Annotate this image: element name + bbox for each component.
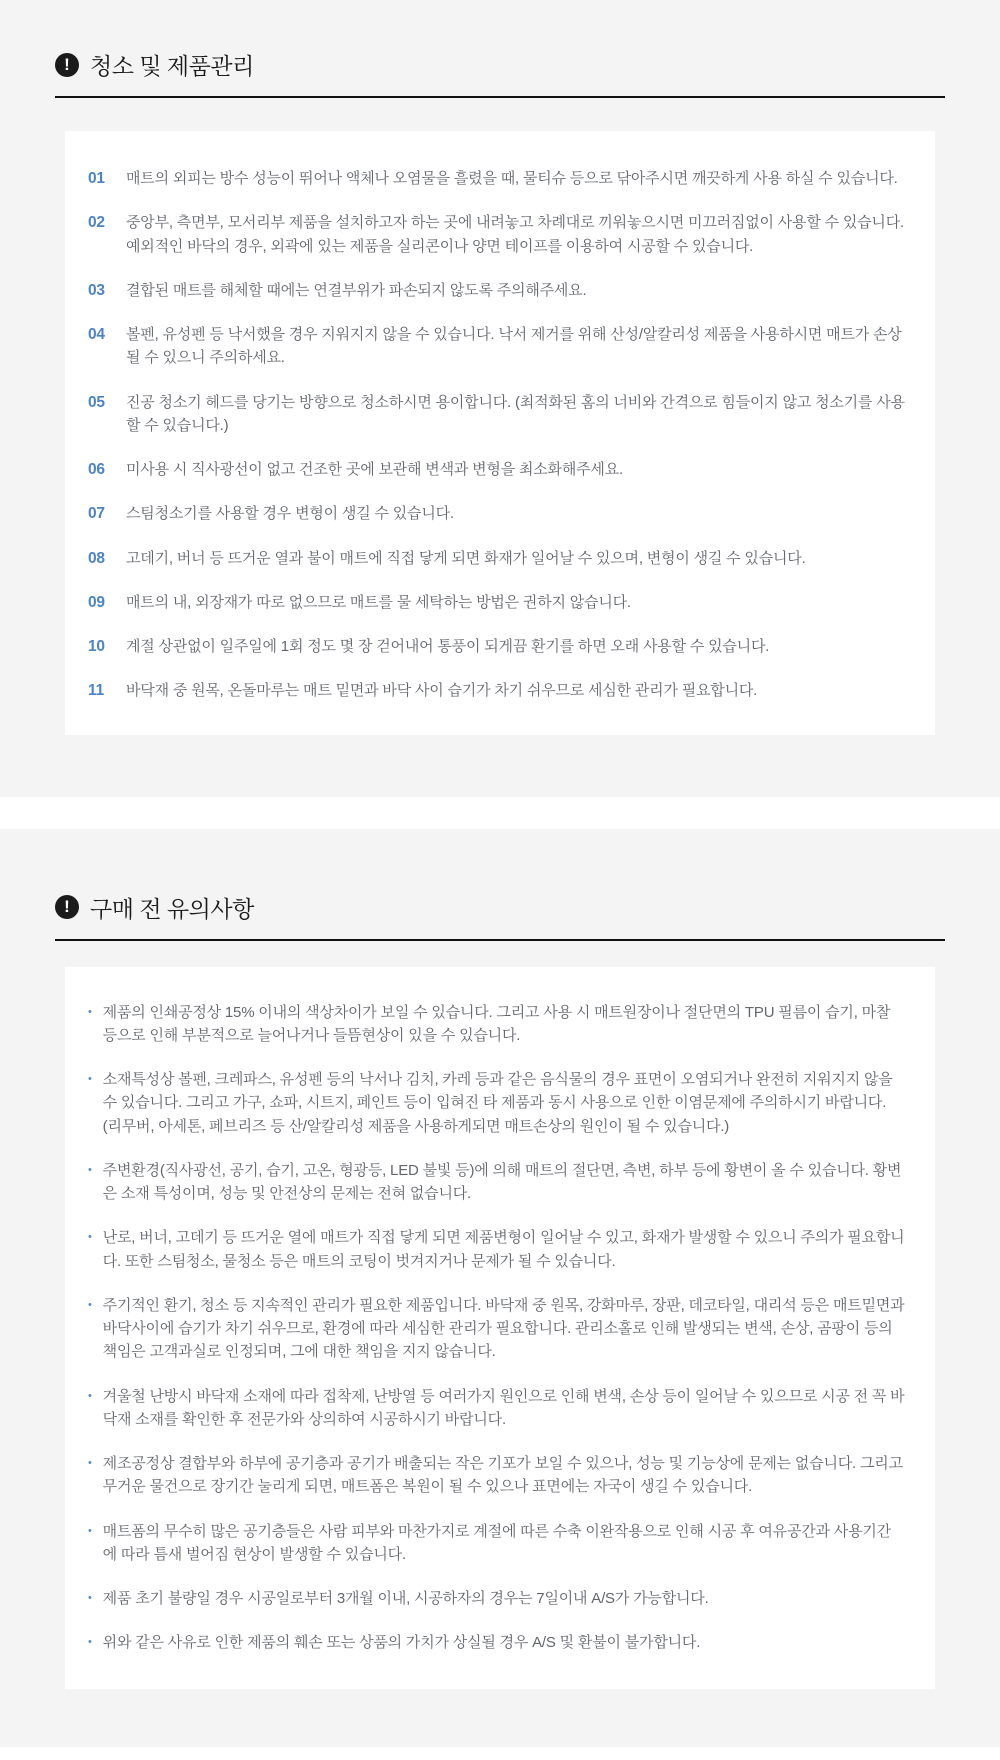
purchase-note-item bbox=[88, 1294, 905, 1364]
item-text: 매트의 외피는 방수 성능이 뛰어나 액체나 오염물을 흘렸을 때, 물티슈 등으로 닦아주시면 깨끗하게 사용 하실 수 있습니다. bbox=[126, 170, 898, 187]
item-number: 07 bbox=[88, 505, 105, 523]
bullet-dot-icon: • bbox=[88, 1389, 92, 1402]
purchase-note-item bbox=[88, 1452, 905, 1499]
bullet-dot-icon: • bbox=[88, 1524, 92, 1537]
item-text: 매트폼의 무수히 많은 공기층들은 사람 피부와 마찬가지로 계절에 따른 수축 이완작용으로 인해 시공 후 여유공간과 사용기간에 따라 틈새 벌어짐 현상이 발생할 수 있습니다. bbox=[102, 1522, 891, 1563]
section-cleaning bbox=[0, 0, 1000, 797]
purchase-section-header bbox=[55, 891, 945, 924]
item-text: 중앙부, 측면부, 모서리부 제품을 설치하고자 하는 곳에 내려놓고 차례대로 끼워놓으시면 미끄러짐없이 사용할 수 있습니다. 예외적인 바닥의 경우, 외곽에 있는 제품을 실리콘이나 양면 테이프를 이용하여 시공할 수 있습니다. bbox=[126, 214, 904, 255]
cleaning-list bbox=[88, 167, 905, 703]
item-text: 겨울철 난방시 바닥재 소재에 따라 접착제, 난방열 등 여러가지 원인으로 인해 변색, 손상 등이 일어날 수 있으므로 시공 전 꼭 바닥재 소재를 확인한 후 전문가와 상의하여 시공하시기 바랍니다. bbox=[102, 1387, 905, 1428]
item-number: 01 bbox=[88, 170, 105, 187]
section-gap bbox=[0, 797, 1000, 829]
bullet-dot-icon: • bbox=[88, 1636, 92, 1649]
item-number: 03 bbox=[88, 281, 105, 299]
purchase-notes-card bbox=[65, 967, 935, 1689]
purchase-note-item bbox=[88, 1226, 905, 1273]
alert-circle-icon: ! bbox=[55, 895, 79, 919]
item-text: 볼펜, 유성펜 등 낙서했을 경우 지워지지 않을 수 있습니다. 낙서 제거를 위해 산성/알칼리성 제품을 사용하시면 매트가 손상될 수 있으니 주의하세요. bbox=[126, 326, 902, 367]
bullet-dot-icon: • bbox=[88, 1163, 92, 1176]
purchase-note-item bbox=[88, 1631, 905, 1654]
section-purchase-notes bbox=[0, 829, 1000, 1747]
item-number: 08 bbox=[88, 549, 105, 567]
item-number: 11 bbox=[88, 682, 104, 700]
item-text: 난로, 버너, 고데기 등 뜨거운 열에 매트가 직접 닿게 되면 제품변형이 일어날 수 있고, 화재가 발생할 수 있으니 주의가 필요합니다. 또한 스팀청소, 물청소 등은 매트의 코팅이 벗겨지거나 문제가 될 수 있습니다. bbox=[102, 1229, 905, 1270]
header-divider bbox=[55, 939, 945, 941]
item-number: 10 bbox=[88, 638, 105, 655]
purchase-note-item bbox=[88, 1001, 905, 1048]
item-text: 주변환경(직사광선, 공기, 습기, 고온, 형광등, LED 불빛 등)에 의해 매트의 절단면, 측변, 하부 등에 황변이 올 수 있습니다. 황변은 소재 특성이며, 성능 및 안전상의 문제는 전혀 없습니다. bbox=[102, 1161, 902, 1202]
cleaning-list-item bbox=[88, 635, 905, 658]
purchase-note-item bbox=[88, 1520, 905, 1567]
cleaning-section-title: 청소 및 제품관리 bbox=[90, 53, 254, 79]
cleaning-list-item bbox=[88, 502, 905, 525]
item-text: 결합된 매트를 해체할 때에는 연결부위가 파손되지 않도록 주의해주세요. bbox=[126, 281, 587, 299]
item-number: 05 bbox=[88, 393, 105, 411]
bullet-dot-icon: • bbox=[88, 1073, 92, 1085]
item-number: 04 bbox=[88, 326, 105, 343]
bullet-dot-icon: • bbox=[88, 1005, 92, 1018]
cleaning-list-item bbox=[88, 547, 905, 570]
item-text: 소재특성상 볼펜, 크레파스, 유성펜 등의 낙서나 김치, 카레 등과 같은 음식물의 경우 표면이 오염되거나 완전히 지워지지 않을 수 있습니다. 그리고 가구, 쇼파, 시트지, 페인트 등이 입혀진 타 제품과 동시 사용으로 인한 이염문제에 주의하시기 바랍니다. (리무버, 아세톤, 페브리즈 등 산/알칼리성 제품을 사용하게되면 매트손상의 원인이 될 수 있습니다.) bbox=[102, 1071, 893, 1135]
cleaning-list-item bbox=[88, 279, 905, 302]
item-text: 미사용 시 직사광선이 없고 건조한 곳에 보관해 변색과 변형을 최소화해주세요. bbox=[126, 461, 623, 478]
purchase-note-item bbox=[88, 1068, 905, 1138]
cleaning-list-item bbox=[88, 211, 905, 258]
alert-circle-icon: ! bbox=[55, 53, 79, 77]
bullet-dot-icon: • bbox=[88, 1298, 92, 1311]
item-text: 제품 초기 불량일 경우 시공일로부터 3개월 이내, 시공하자의 경우는 7일이내 A/S가 가능합니다. bbox=[102, 1590, 709, 1607]
cleaning-list-item bbox=[88, 458, 905, 481]
bullet-dot-icon: • bbox=[88, 1592, 92, 1604]
bullet-dot-icon: • bbox=[88, 1231, 92, 1244]
cleaning-list-item bbox=[88, 591, 905, 614]
purchase-notes-list bbox=[88, 1001, 905, 1655]
item-text: 고데기, 버너 등 뜨거운 열과 불이 매트에 직접 닿게 되면 화재가 일어날 수 있으며, 변형이 생길 수 있습니다. bbox=[126, 549, 806, 567]
cleaning-list-item bbox=[88, 167, 905, 190]
purchase-note-item bbox=[88, 1587, 905, 1610]
item-text: 위와 같은 사유로 인한 제품의 훼손 또는 상품의 가치가 상실될 경우 A/S 및 환불이 불가합니다. bbox=[102, 1634, 701, 1652]
header-divider bbox=[55, 96, 945, 98]
cleaning-list-item bbox=[88, 391, 905, 438]
purchase-note-item bbox=[88, 1385, 905, 1432]
item-text: 스팀청소기를 사용할 경우 변형이 생길 수 있습니다. bbox=[126, 505, 454, 523]
purchase-note-item bbox=[88, 1159, 905, 1206]
item-number: 02 bbox=[88, 214, 105, 232]
item-text: 주기적인 환기, 청소 등 지속적인 관리가 필요한 제품입니다. 바닥재 중 원목, 강화마루, 장판, 데코타일, 대리석 등은 매트밑면과 바닥사이에 습기가 차기 쉬우므로, 환경에 따라 세심한 관리가 필요합니다. 관리소홀로 인해 발생되는 변색, 손상, 곰팡이 등의 책임은 고객과실로 인정되며, 그에 대한 책임을 지지 않습니다. bbox=[102, 1296, 905, 1361]
cleaning-section-header bbox=[55, 48, 945, 81]
item-text: 진공 청소기 헤드를 당기는 방향으로 청소하시면 용이합니다. (최적화된 홈의 너비와 간격으로 힘들이지 않고 청소기를 사용할 수 있습니다.) bbox=[126, 393, 905, 434]
cleaning-list-item bbox=[88, 679, 905, 702]
bullet-dot-icon: • bbox=[88, 1457, 92, 1469]
item-text: 계절 상관없이 일주일에 1회 정도 몇 장 걷어내어 통풍이 되게끔 환기를 하면 오래 사용할 수 있습니다. bbox=[126, 638, 770, 655]
cleaning-card bbox=[65, 131, 935, 735]
item-number: 06 bbox=[88, 461, 105, 478]
item-text: 제품의 인쇄공정상 15% 이내의 색상차이가 보일 수 있습니다. 그리고 사용 시 매트원장이나 절단면의 TPU 필름이 습기, 마찰 등으로 인해 부분적으로 늘어나거나 들뜸현상이 있을 수 있습니다. bbox=[102, 1003, 891, 1044]
item-number: 09 bbox=[88, 593, 105, 611]
item-text: 제조공정상 결합부와 하부에 공기층과 공기가 배출되는 작은 기포가 보일 수 있으나, 성능 및 기능상에 문제는 없습니다. 그리고 무거운 물건으로 장기간 눌리게 되면, 매트폼은 복원이 될 수 있으나 표면에는 자국이 생길 수 있습니다. bbox=[102, 1455, 903, 1496]
cleaning-list-item bbox=[88, 323, 905, 370]
purchase-section-title: 구매 전 유의사항 bbox=[90, 895, 254, 922]
item-text: 바닥재 중 원목, 온돌마루는 매트 밑면과 바닥 사이 습기가 차기 쉬우므로 세심한 관리가 필요합니다. bbox=[126, 682, 758, 700]
item-text: 매트의 내, 외장재가 따로 없으므로 매트를 물 세탁하는 방법은 권하지 않습니다. bbox=[126, 593, 631, 611]
